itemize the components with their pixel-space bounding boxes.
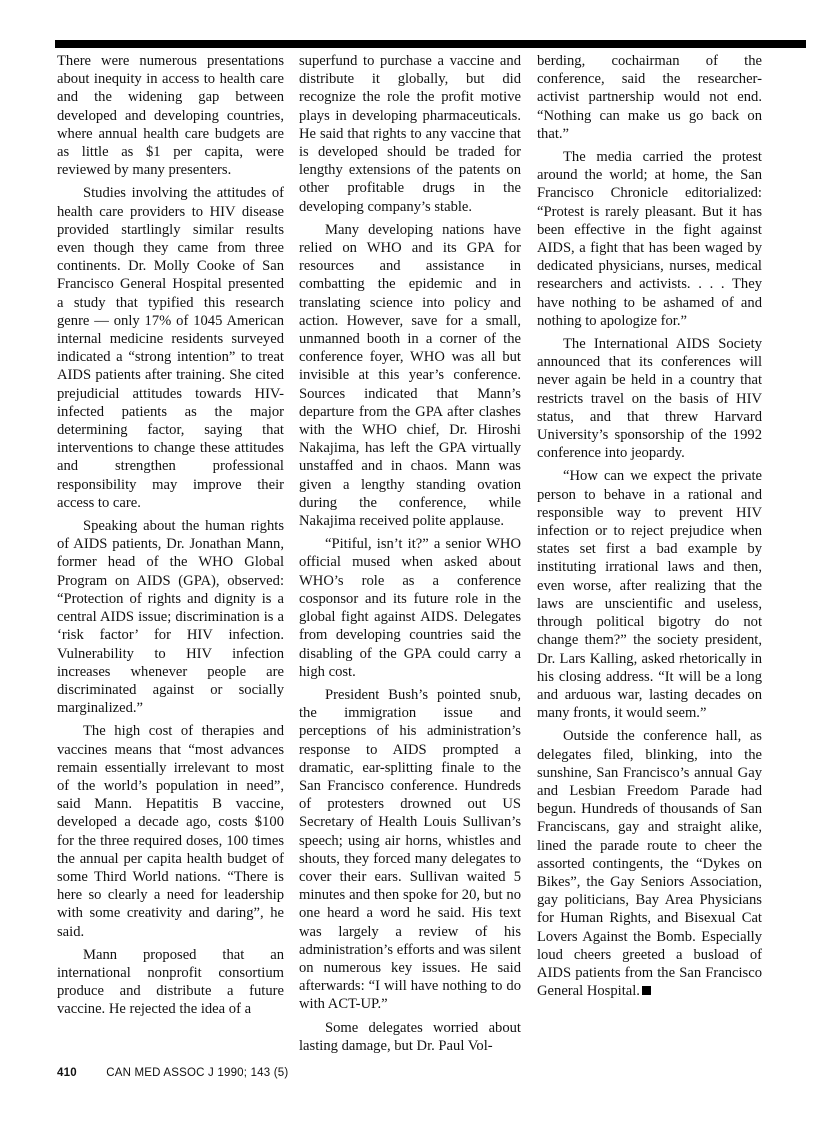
text-column-2 [299,52,521,1060]
paragraph [537,727,762,1000]
header-rule [55,40,806,48]
paragraph: berding, cochairman of the conference, said the researcher-activist partnership would not end. “Nothing can make us go back on that.” [537,53,762,142]
paragraph: There were numerous presentations about inequity in access to health care and the widening gap between developed and developing countries, where annual health care budgets are as little as $1 per capita, were reviewed by many presenters. [57,53,284,179]
page-number: 410 [57,1067,77,1079]
paragraph: Studies involving the attitudes of health care providers to HIV disease provided startlingly similar results even though they came from three continents. Dr. Molly Cooke of San Francisco General Hospital presented a study that typified this research genre — only 17% of 1045 American internal medicine residents surveyed indicated a “strong intention” to treat AIDS patients after training. She cited prejudicial attitudes towards HIV-infected patients as the major determining factor, saying that interventions to change these attitudes and strengthen professional responsibility may improve their access to care. [57,185,284,511]
paragraph: The International AIDS Society announced that its conferences will never again be held in a country that restricts travel on the basis of HIV status, and that threw Harvard University’s sponsorship of the 1992 conference into jeopardy. [537,336,762,462]
paragraph: Many developing nations have relied on WHO and its GPA for resources and assistance in combatting the epidemic and in translating science into policy and action. However, save for a small, unmanned booth in a corner of the conference foyer, WHO was all but invisible at this year’s conference. Sources indicated that Mann’s departure from the GPA after clashes with the WHO chief, Dr. Hiroshi Nakajima, has left the GPA virtually unstaffed and in chaos. Mann was given a lengthy standing ovation during the conference, while Nakajima received polite applause. [299,221,521,530]
page-footer [57,1067,288,1079]
paragraph-text: Outside the conference hall, as delegates filed, blinking, into the sunshine, San Francisco’s annual Gay and Lesbian Freedom Parade had begun. Hundreds of thousands of San Franciscans, gay and straight alike, lined the parade route to cheer the assorted contingents, the “Dykes on Bikes”, the Gay Seniors Association, gay politicians, Bay Area Physicians for Human Rights, and Bisexual Cat Lovers Against the Bomb. Especially loud cheers greeted a busload of AIDS patients from the San Francisco General Hospital. [537,728,762,1000]
paragraph: The high cost of therapies and vaccines means that “most advances remain essentially irrelevant to most of the world’s population in need”, said Mann. Hepatitis B vaccine, developed a decade ago, costs $100 for the three required doses, 100 times the annual per capita health budget of some Third World nations. “There is here so clearly a need for leadership with some creativity and daring”, he said. [57,723,284,940]
paragraph: President Bush’s pointed snub, the immigration issue and perceptions of his administration’s response to AIDS prompted a dramatic, ear-splitting finale to the San Francisco conference. Hundreds of protesters drowned out US Secretary of Health Louis Sullivan’s speech; using air horns, whistles and shouts, they forced many delegates to cover their ears. Sullivan waited 5 minutes and then spoke for 20, but no one heard a word he said. His text was largely a review of his administration’s efforts and was silent on numerous key issues. He said afterwards: “I will have nothing to do with ACT-UP.” [299,686,521,1013]
paragraph: Speaking about the human rights of AIDS patients, Dr. Jonathan Mann, former head of the WHO Global Program on AIDS (GPA), observed: “Protection of rights and dignity is a central AIDS issue; discrimination is a ‘risk factor’ for HIV infection. Vulnerability to HIV infection increases whenever people are discriminated against or socially marginalized.” [57,518,284,717]
paragraph: Mann proposed that an international nonprofit consortium produce and distribute a future vaccine. He rejected the idea of a [57,946,284,1018]
paragraph: Some delegates worried about lasting damage, but Dr. Paul Vol- [299,1019,521,1054]
end-of-article-mark [642,986,651,995]
text-column-3 [537,52,762,1005]
text-column-1 [57,52,284,1024]
paragraph: “How can we expect the private person to behave in a rational and responsible way to prevent HIV infection or to reject prejudice when states set first a bad example by instituting irrational laws and then, even worse, after realizing that the laws are unscientific and useless, through political bigotry do not change them?” the society president, Dr. Lars Kalling, asked rhetorically in his closing address. “It will be a long and arduous war, lasting decades on many fronts, it would seem.” [537,468,762,722]
journal-citation: CAN MED ASSOC J 1990; 143 (5) [106,1067,289,1079]
paragraph: superfund to purchase a vaccine and distribute it globally, but did recognize the role the profit motive plays in developing pharmaceuticals. He said that rights to any vaccine that is developed should be traded for lengthy extensions of the patents on other profitable drugs in the developing company’s stable. [299,53,521,215]
paragraph: “Pitiful, isn’t it?” a senior WHO official mused when asked about WHO’s role as a conference cosponsor and its future role in the global fight against AIDS. Delegates from developing countries said the disabling of the GPA could carry a high cost. [299,536,521,680]
paragraph: The media carried the protest around the world; at home, the San Francisco Chronicle editorialized: “Protest is rarely pleasant. But it has been effective in the fight against AIDS, a fight that has been waged by dedicated physicians, nurses, medical researchers and activists. . . . They have nothing to be ashamed of and nothing to apologize for.” [537,149,762,329]
